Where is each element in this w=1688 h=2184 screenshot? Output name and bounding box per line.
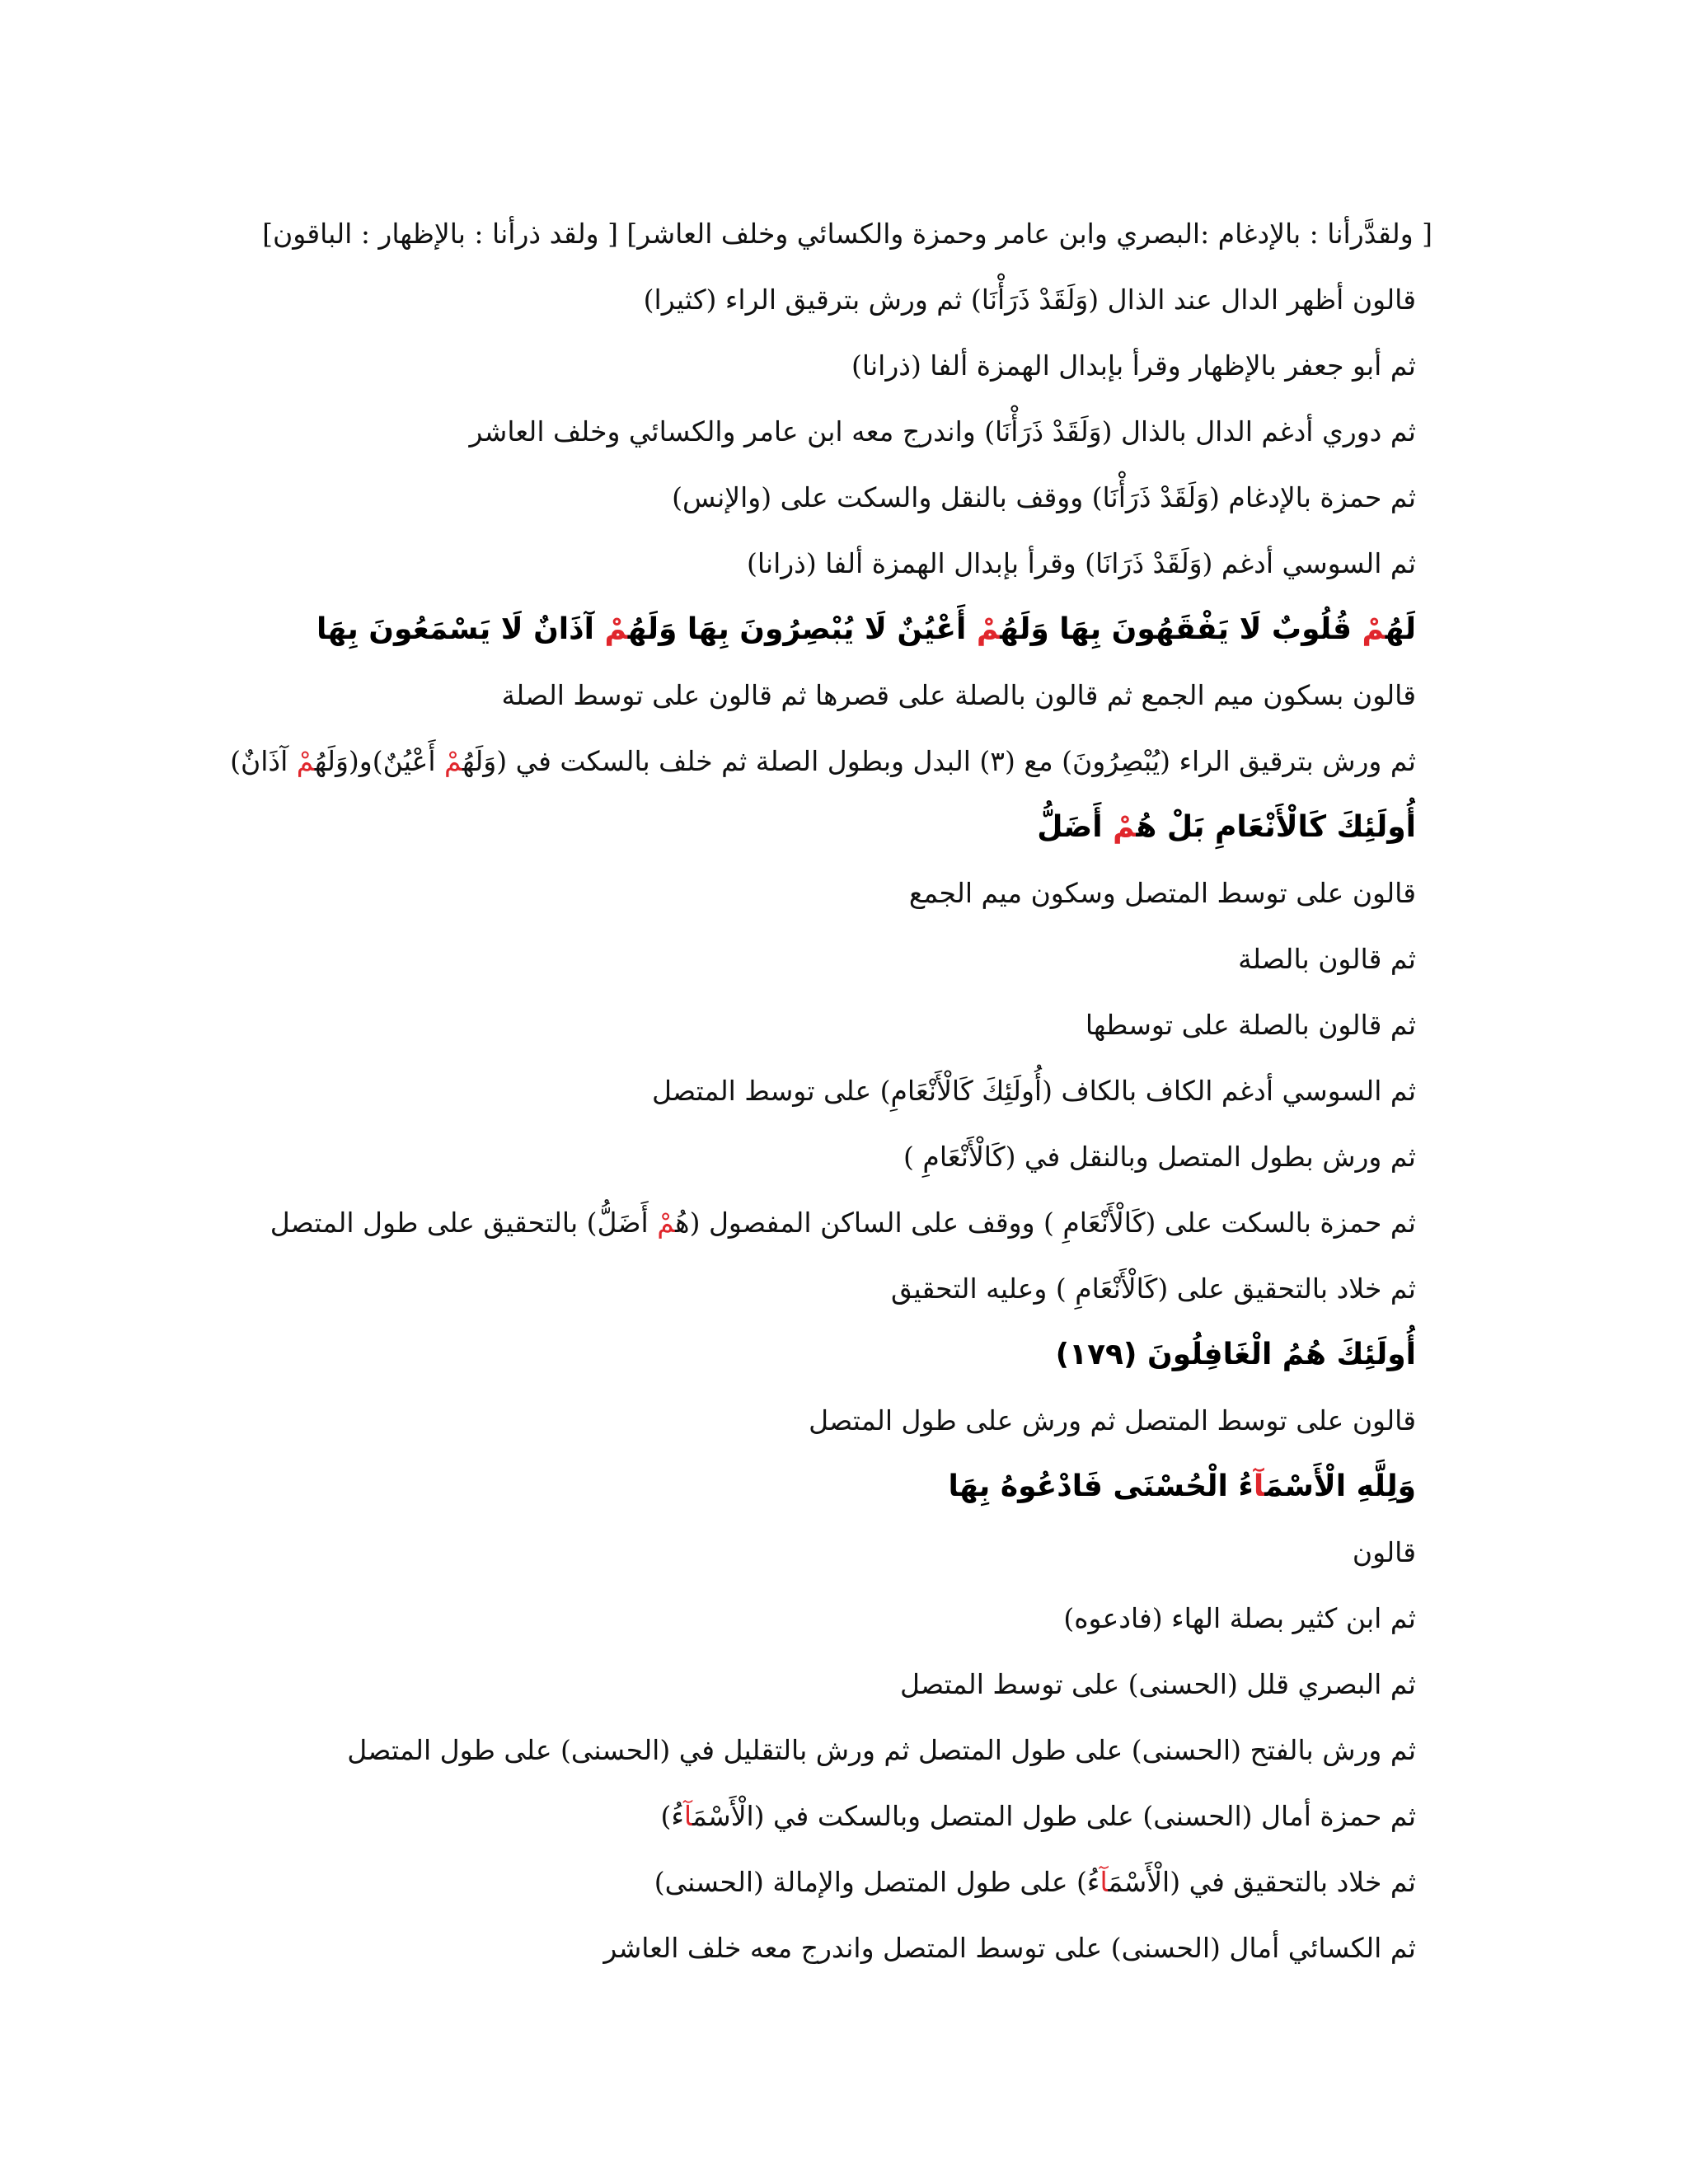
note-segment: أَعْيُنٌ)و(وَلَهُ [314, 745, 445, 777]
quran-verse-line: أُولَئِكَ هُمُ الْغَافِلُونَ (١٧٩) [1055, 1338, 1416, 1371]
mim-jam-highlight: مْ [604, 612, 628, 646]
rule-note-line: ثم قالون بالصلة على توسطها [1085, 1009, 1416, 1041]
mim-jam-highlight: مْ [657, 1207, 676, 1239]
verse-segment: أَعْيُنٌ لَا يُبْصِرُونَ بِهَا وَلَهُ [627, 612, 977, 646]
quran-verse-line [316, 597, 1416, 663]
verse-segment: آذَانٌ لَا يَسْمَعُونَ بِهَا [316, 612, 605, 646]
note-segment: أَضَلُّ) بالتحقيق على طول المتصل [270, 1207, 658, 1239]
madd-highlight: آ [1253, 1469, 1265, 1503]
mim-jam-highlight: مْ [976, 612, 1001, 646]
note-segment: ثم ورش بترقيق الراء (يُبْصِرُونَ) مع (٣) البدل وبطول الصلة ثم خلف بالسكت في (وَلَهُ [462, 745, 1416, 777]
rule-note-line [345, 1849, 1416, 1915]
mim-jam-highlight: مْ [296, 745, 315, 777]
rule-note-line: قالون [1352, 1536, 1416, 1568]
note-segment: ءُ) [660, 1800, 684, 1832]
verse-segment: قُلُوبٌ لَا يَفْقَهُونَ بِهَا وَلَهُ [1000, 612, 1362, 646]
rule-note-line: ثم ابن كثير بصلة الهاء (فادعوه) [1063, 1602, 1416, 1634]
mim-jam-highlight: مْ [444, 745, 462, 777]
rule-note-line: ثم البصري قلل (الحسنى) على توسط المتصل [900, 1668, 1416, 1700]
verse-segment: أُولَئِكَ كَالْأَنْعَامِ بَلْ هُ [1136, 810, 1416, 844]
madd-highlight: آ [1100, 1866, 1109, 1898]
note-segment: ثم خلاد بالتحقيق في (الْأَسْمَ [1108, 1866, 1416, 1898]
quran-verse-line [345, 1454, 1416, 1520]
rule-note-line: ثم السوسي أدغم (وَلَقَدْ ذَرَانَا) وقرأ بإبدال الهمزة ألفا (ذرانا) [746, 547, 1416, 579]
madd-highlight: آ [683, 1800, 692, 1832]
verse-segment: أَضَلُّ [1037, 810, 1114, 844]
rule-note-line: ثم أبو جعفر بالإظهار وقرأ بإبدال الهمزة ألفا (ذرانا) [851, 349, 1416, 382]
verse-segment: ءُ الْحُسْنَى فَادْعُوهُ بِهَا [948, 1469, 1254, 1503]
rule-note-line [345, 1783, 1416, 1849]
rule-note-line: قالون أظهر الدال عند الذال (وَلَقَدْ ذَرَأْنَا) ثم ورش بترقيق الراء (كثيرا) [643, 284, 1416, 316]
rule-note-line: ثم الكسائي أمال (الحسنى) على توسط المتصل واندرج معه خلف العاشر [603, 1932, 1416, 1964]
rule-note-line: ثم ورش بالفتح (الحسنى) على طول المتصل ثم ورش بالتقليل في (الحسنى) على طول المتصل [347, 1734, 1416, 1766]
note-segment: ثم حمزة أمال (الحسنى) على طول المتصل وبالسكت في (الْأَسْمَ [692, 1800, 1416, 1832]
note-segment: ثم حمزة بالسكت على (كَالْأَنْعَامِ ) ووقف على الساكن المفصول (هُ [675, 1207, 1416, 1239]
mim-jam-highlight: مْ [1362, 612, 1386, 646]
quran-verse-line [345, 794, 1416, 860]
rule-note-line: ثم خلاد بالتحقيق على (كَالْأَنْعَامِ ) وعليه التحقيق [891, 1272, 1416, 1305]
rule-note-line: ثم ورش بطول المتصل وبالنقل في (كَالْأَنْعَامِ ) [903, 1141, 1416, 1173]
rule-note-line: [ ولقدَّرأنا : بالإدغام :البصري وابن عامر وحمزة والكسائي وخلف العاشر] [ ولقد ذرأنا : بالإظهار : الباقون] [262, 218, 1432, 250]
note-segment: آذَانٌ) [230, 745, 297, 777]
rule-note-line: قالون بسكون ميم الجمع ثم قالون بالصلة على قصرها ثم قالون على توسط الصلة [501, 679, 1416, 711]
rule-note-line: قالون على توسط المتصل ثم ورش على طول المتصل [809, 1404, 1416, 1436]
document-page [230, 201, 1432, 1981]
rule-note-line: ثم حمزة بالإدغام (وَلَقَدْ ذَرَأْنَا) ووقف بالنقل والسكت على (والإنس) [672, 481, 1416, 513]
rule-note-line: ثم السوسي أدغم الكاف بالكاف (أُولَئِكَ كَالْأَنْعَامِ) على توسط المتصل [651, 1075, 1416, 1107]
mim-jam-highlight: مْ [1113, 810, 1137, 844]
rule-note-line: قالون على توسط المتصل وسكون ميم الجمع [908, 877, 1416, 909]
rule-note-line: ثم دوري أدغم الدال بالذال (وَلَقَدْ ذَرَأْنَا) واندرج معه ابن عامر والكسائي وخلف العاشر [469, 415, 1416, 448]
rule-note-line [230, 729, 1416, 794]
verse-segment: وَلِلَّهِ الْأَسْمَ [1264, 1469, 1416, 1503]
rule-note-line: ثم قالون بالصلة [1238, 943, 1416, 975]
rule-note-line [270, 1190, 1416, 1256]
verse-segment: لَهُ [1385, 612, 1416, 646]
note-segment: ءُ) على طول المتصل والإمالة (الحسنى) [654, 1866, 1100, 1898]
